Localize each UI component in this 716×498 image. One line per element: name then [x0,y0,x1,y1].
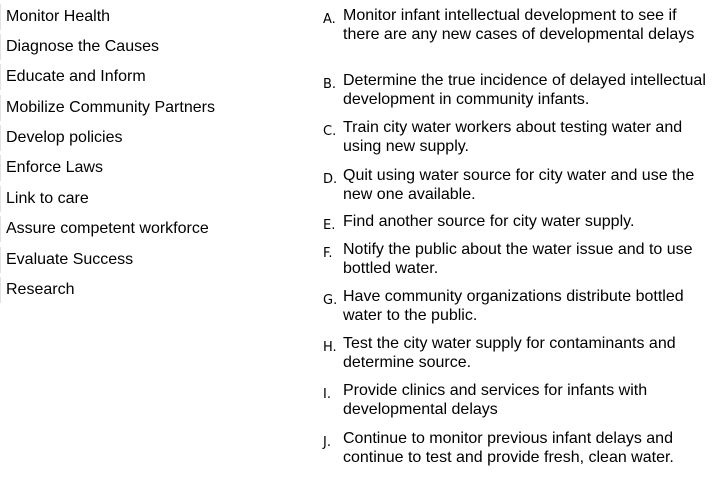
function-item-enforce-laws[interactable]: Enforce Laws [0,155,103,181]
option-text: Have community organizations distribute bottled water to the public. [343,288,684,324]
option-letter: J. [323,435,331,450]
function-item-diagnose[interactable]: Diagnose the Causes [0,34,159,60]
option-text: Continue to monitor previous infant delays and continue to test and provide fresh, clean water. [343,430,674,466]
function-item-develop-policies[interactable]: Develop policies [0,125,123,151]
option-letter: D. [323,172,338,187]
function-item-evaluate[interactable]: Evaluate Success [0,247,133,273]
function-item-link-to-care[interactable]: Link to care [0,186,89,212]
option-text: Determine the true incidence of delayed intellectual development in community infants. [343,72,706,108]
option-letter: G. [323,293,338,308]
option-text: Quit using water source for city water and use the new one available. [343,167,695,203]
option-letter: A. [323,12,336,27]
function-item-mobilize[interactable]: Mobilize Community Partners [0,95,215,121]
option-text: Monitor infant intellectual development to see if there are any new cases of developmental delays [343,7,695,43]
function-item-research[interactable]: Research [0,277,74,303]
option-letter: B. [323,77,337,92]
option-letter: I. [323,387,331,402]
function-item-educate[interactable]: Educate and Inform [0,64,146,90]
option-letter: C. [323,124,337,139]
option-text: Notify the public about the water issue and to use bottled water. [343,241,693,277]
option-letter: F. [323,246,333,261]
option-letter: H. [323,340,337,355]
function-item-monitor-health[interactable]: Monitor Health [0,4,110,30]
option-text: Find another source for city water supply. [343,213,635,230]
function-item-assure-workforce[interactable]: Assure competent workforce [0,216,209,242]
option-letter: E. [323,218,336,233]
option-text: Test the city water supply for contaminants and determine source. [343,335,676,371]
option-text: Provide clinics and services for infants with developmental delays [343,382,648,418]
option-text: Train city water workers about testing water and using new supply. [343,119,683,155]
